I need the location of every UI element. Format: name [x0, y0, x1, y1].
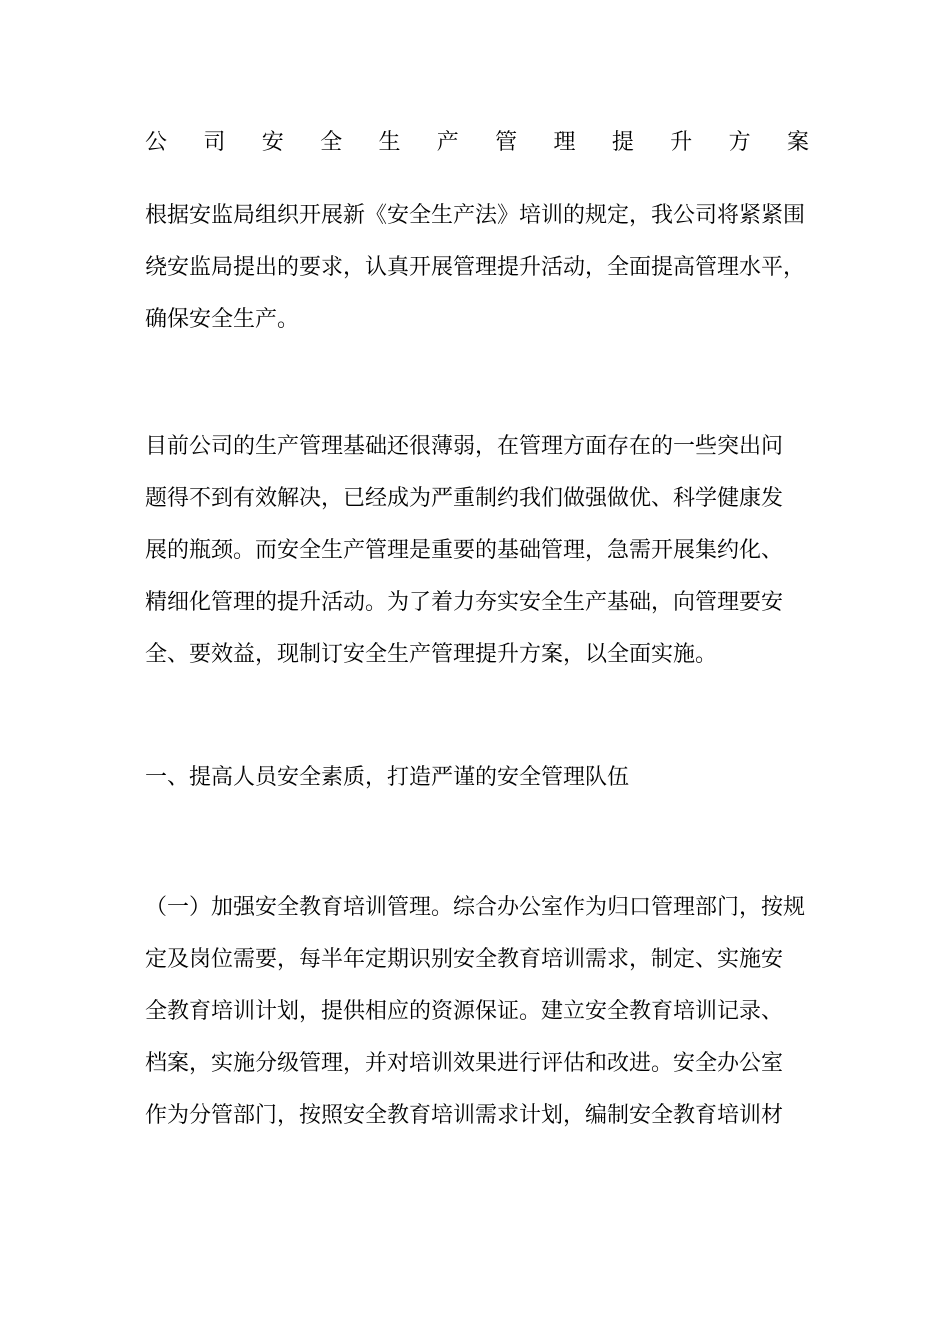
- title-char: 生: [378, 130, 401, 155]
- paragraph-line: 全、要效益，现制订安全生产管理提升方案，以全面实施。: [145, 642, 718, 667]
- title-char: 方: [728, 130, 751, 155]
- paragraph-line: 档案，实施分级管理，并对培训效果进行评估和改进。安全办公室: [145, 1051, 784, 1076]
- title-char: 安: [261, 130, 284, 155]
- title-char: 公: [145, 130, 168, 155]
- section-heading-text: 一、提高人员安全素质，打造严谨的安全管理队伍: [145, 765, 630, 790]
- paragraph-line: 全教育培训计划，提供相应的资源保证。建立安全教育培训记录、: [145, 999, 784, 1024]
- paragraph-line: 作为分管部门，按照安全教育培训需求计划，编制安全教育培训材: [145, 1103, 784, 1128]
- title-char: 案: [786, 130, 809, 155]
- section-heading: [145, 752, 825, 804]
- title-char: 管: [495, 130, 518, 155]
- paragraph-line: 目前公司的生产管理基础还很薄弱，在管理方面存在的一些突出问: [145, 434, 784, 459]
- paragraph-line: 根据安监局组织开展新《安全生产法》培训的规定，我公司将紧紧围: [145, 203, 806, 228]
- title-char: 升: [670, 130, 693, 155]
- document-title: [145, 126, 809, 160]
- paragraph-line: 绕安监局提出的要求，认真开展管理提升活动，全面提高管理水平，: [145, 255, 806, 280]
- paragraph-line: 定及岗位需要，每半年定期识别安全教育培训需求，制定、实施安: [145, 947, 784, 972]
- title-char: 全: [320, 130, 343, 155]
- paragraph-line: 展的瓶颈。而安全生产管理是重要的基础管理，急需开展集约化、: [145, 538, 784, 563]
- title-char: 司: [203, 130, 226, 155]
- paragraph-line: 确保安全生产。: [145, 307, 300, 332]
- paragraph-line: 题得不到有效解决，已经成为严重制约我们做强做优、科学健康发: [145, 486, 784, 511]
- title-char: 产: [436, 130, 459, 155]
- paragraph-line: （一）加强安全教育培训管理。综合办公室作为归口管理部门，按规: [145, 895, 806, 920]
- title-char: 提: [611, 130, 634, 155]
- background-paragraph: [145, 421, 825, 681]
- training-paragraph: [145, 882, 825, 1142]
- paragraph-line: 精细化管理的提升活动。为了着力夯实安全生产基础，向管理要安: [145, 590, 784, 615]
- title-char: 理: [553, 130, 576, 155]
- intro-paragraph: [145, 190, 825, 346]
